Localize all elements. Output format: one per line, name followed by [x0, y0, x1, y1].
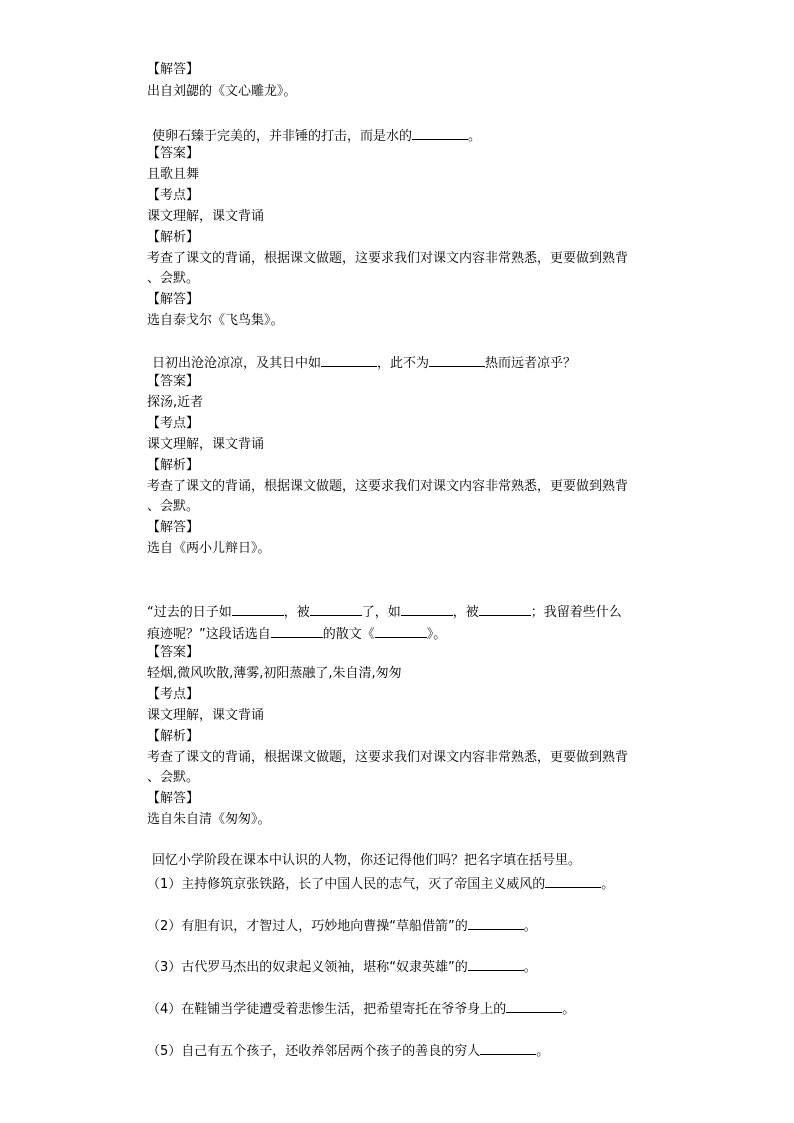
kaodian-label: 【考点】	[147, 416, 200, 431]
question-1-stem	[152, 127, 481, 145]
fill-blank	[506, 1000, 562, 1013]
stem-text: 。	[468, 129, 482, 144]
stem-text: 的散文《	[322, 627, 375, 642]
answer-label: 【答案】	[147, 146, 200, 161]
item-text: 主持修筑京张铁路，长了中国人民的志气，灭了帝国主义威风的	[181, 877, 546, 892]
fill-blank	[480, 1042, 536, 1055]
item-text: 有胆有识，才智过人，巧妙地向曹操“草船借箭”的	[181, 919, 468, 934]
kaodian-text: 课文理解，课文背诵	[147, 708, 265, 723]
kaodian-label: 【考点】	[147, 687, 200, 702]
item-number: （2）	[147, 919, 182, 934]
kaodian-text: 课文理解，课文背诵	[147, 437, 265, 452]
list-item	[147, 1042, 549, 1060]
fill-blank	[468, 958, 524, 971]
jieda-text: 选自《两小儿辩日》。	[147, 541, 271, 556]
jieda-label: 【解答】	[147, 62, 200, 77]
answer-label: 【答案】	[147, 645, 200, 660]
jiexi-text: 考查了课文的背诵，根据课文做题，这要求我们对课文内容非常熟悉，更要做到熟背	[147, 251, 629, 266]
jieda-text: 选自泰戈尔《飞鸟集》。	[147, 313, 284, 328]
stem-text: 使卵石臻于完美的，并非锤的打击，而是水的	[152, 129, 413, 144]
kaodian-text: 课文理解，课文背诵	[147, 209, 265, 224]
jieda-text: 选自朱自清《匆匆》。	[147, 812, 271, 827]
question-2-stem	[152, 354, 576, 372]
answer-label: 【答案】	[147, 374, 200, 389]
item-number: （3）	[147, 960, 182, 975]
stem-text: 日初出沧沧凉凉，及其日中如	[152, 356, 322, 371]
item-text: 。	[562, 1002, 576, 1017]
answer-text: 且歌且舞	[147, 167, 200, 182]
fill-blank	[401, 603, 453, 616]
list-item	[147, 1000, 575, 1018]
question-4-stem: 回忆小学阶段在课本中认识的人物，你还记得他们吗？把名字填在括号里。	[152, 853, 582, 868]
fill-blank	[412, 127, 468, 140]
jieda-label: 【解答】	[147, 791, 200, 806]
stem-text: 痕迹呢？”这段话选自	[147, 627, 271, 642]
stem-text: 了，如	[361, 605, 401, 620]
stem-text: ；我留着些什么	[530, 605, 622, 620]
item-number: （5）	[147, 1044, 182, 1059]
fill-blank	[479, 603, 531, 616]
fill-blank	[375, 625, 427, 638]
jiexi-label: 【解析】	[147, 729, 200, 744]
jieda-label: 【解答】	[147, 520, 200, 535]
item-number: （4）	[147, 1002, 182, 1017]
stem-text: ，被	[452, 605, 479, 620]
fill-blank	[321, 354, 377, 367]
kaodian-label: 【考点】	[147, 188, 200, 203]
fill-blank	[232, 603, 284, 616]
answer-text: 轻烟,微风吹散,薄雾,初阳蒸融了,朱自清,匆匆	[147, 666, 402, 681]
jiexi-label: 【解析】	[147, 458, 200, 473]
jiexi-text-cont: 、会默。	[147, 499, 200, 514]
list-item	[147, 958, 537, 976]
item-text: 在鞋铺当学徒遭受着悲惨生活，把希望寄托在爷爷身上的	[181, 1002, 507, 1017]
jiexi-text: 考查了课文的背诵，根据课文做题，这要求我们对课文内容非常熟悉，更要做到熟背	[147, 750, 629, 765]
fill-blank	[545, 875, 601, 888]
jieda-label: 【解答】	[147, 292, 200, 307]
question-3-stem-line1	[147, 603, 622, 621]
jiexi-text: 考查了课文的背诵，根据课文做题，这要求我们对课文内容非常熟悉，更要做到熟背	[147, 479, 629, 494]
fill-blank	[429, 354, 485, 367]
item-text: 古代罗马杰出的奴隶起义领袖，堪称“奴隶英雄”的	[181, 960, 468, 975]
fill-blank	[310, 603, 362, 616]
stem-text: ，被	[283, 605, 310, 620]
item-text: 。	[523, 960, 537, 975]
jiexi-label: 【解析】	[147, 230, 200, 245]
item-text: 。	[523, 919, 537, 934]
jiexi-text-cont: 、会默。	[147, 271, 200, 286]
jiexi-text-cont: 、会默。	[147, 770, 200, 785]
jieda-text: 出自刘勰的《文心雕龙》。	[147, 84, 297, 99]
stem-text: 》。	[426, 627, 447, 642]
answer-text: 探汤,近者	[147, 395, 204, 410]
item-text: 自己有五个孩子，还收养邻居两个孩子的善良的穷人	[181, 1044, 481, 1059]
item-number: （1）	[147, 877, 182, 892]
question-3-stem-line2	[147, 625, 446, 643]
stem-text: “过去的日子如	[147, 605, 232, 620]
fill-blank	[468, 917, 524, 930]
stem-text: 热而远者凉乎？	[485, 356, 577, 371]
stem-text: ，此不为	[377, 356, 430, 371]
item-text: 。	[536, 1044, 550, 1059]
fill-blank	[271, 625, 323, 638]
list-item	[147, 917, 537, 935]
list-item	[147, 875, 614, 893]
item-text: 。	[601, 877, 615, 892]
